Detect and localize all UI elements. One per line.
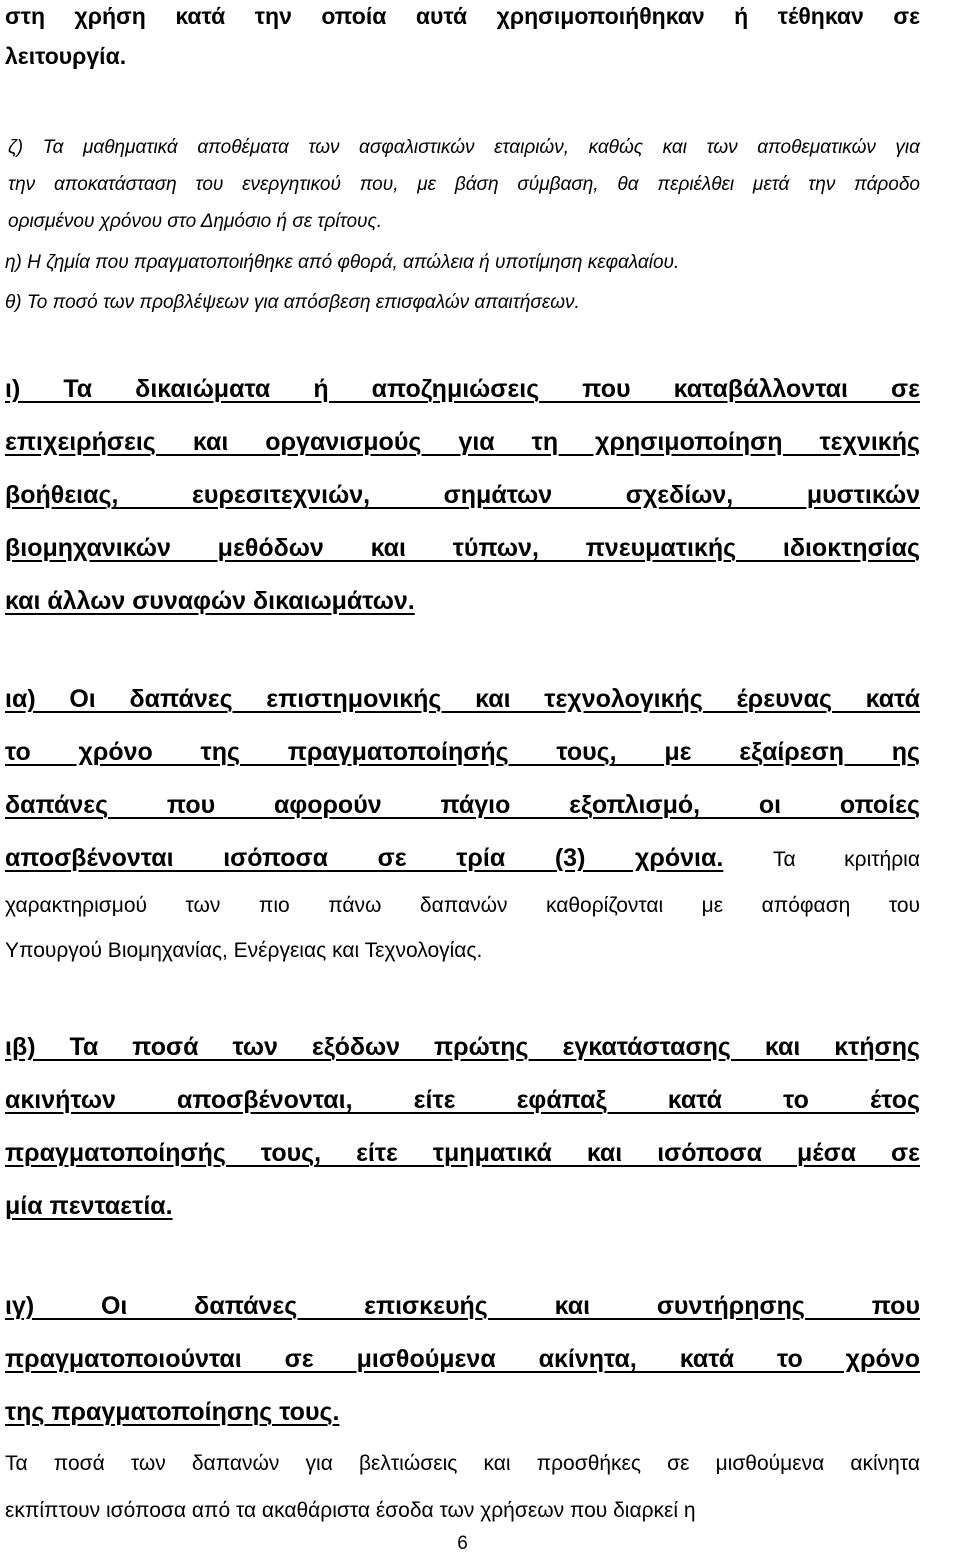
iota-gamma-line-1: ιγ) Οι δαπάνες επισκευής και συντήρησης που <box>5 1292 920 1320</box>
page-number: 6 <box>457 1533 468 1554</box>
zeta-line-2: την αποκατάσταση του ενεργητικού που, με βάση σύμβαση, θα περιέλθει μετά την πάροδο <box>8 174 920 195</box>
iota-alpha-normal-segment: Τα κριτήρια <box>772 848 920 871</box>
paragraph-iota-beta <box>5 1021 920 1233</box>
iota-alpha-bold-segment: αποσβένονται ισόποσα σε τρία (3) χρόνια. <box>5 844 724 872</box>
iota-beta-line-1: ιβ) Τα ποσά των εξόδων πρώτης εγκατάστασης και κτήσης <box>5 1033 920 1061</box>
iota-line-5: και άλλων συναφών δικαιωμάτων. <box>5 587 415 615</box>
paragraph-iota-alpha-continued <box>5 883 920 973</box>
zeta-line-3: ορισμένου χρόνου στο Δημόσιο ή σε τρίτους. <box>8 211 383 232</box>
paragraph-iota-alpha <box>5 673 920 886</box>
theta-line: θ) Το ποσό των προβλέψεων για απόσβεση επισφαλών απαιτήσεων. <box>5 292 580 313</box>
iota-alpha-line-3: δαπάνες που αφορούν πάγιο εξοπλισμό, οι οποίες <box>5 791 920 819</box>
iota-beta-line-2: ακινήτων αποσβένονται, είτε εφάπαξ κατά το έτος <box>5 1086 920 1114</box>
eta-line: η) Η ζημία που πραγματοποιήθηκε από φθορά, απώλεια ή υποτίμηση κεφαλαίου. <box>5 252 680 273</box>
iota-alpha-normal-line-2: Υπουργού Βιομηχανίας, Ενέργειας και Τεχνολογίας. <box>5 939 483 962</box>
intro-line-2: λειτουργία. <box>5 43 127 69</box>
iota-alpha-line-1: ια) Οι δαπάνες επιστημονικής και τεχνολογικής έρευνας κατά <box>5 685 920 713</box>
iota-alpha-line-4 <box>5 832 920 886</box>
paragraph-closing <box>5 1440 920 1534</box>
closing-line-1: Τα ποσά των δαπανών για βελτιώσεις και προσθήκες σε μισθούμενα ακίνητα <box>5 1452 920 1475</box>
iota-alpha-normal-line-1: χαρακτηρισμού των πιο πάνω δαπανών καθορίζονται με απόφαση του <box>5 894 920 917</box>
iota-gamma-line-2: πραγματοποιούνται σε μισθούμενα ακίνητα, κατά το χρόνο <box>5 1345 920 1373</box>
paragraph-eta <box>5 244 920 281</box>
iota-beta-line-3: πραγματοποίησής τους, είτε τμηματικά και ισόποσα μέσα σε <box>5 1139 920 1167</box>
iota-beta-line-4: μία πενταετία. <box>5 1192 173 1220</box>
intro-paragraph <box>5 0 920 76</box>
iota-gamma-line-3: της πραγματοποίησης τους. <box>5 1398 340 1426</box>
iota-line-3: βοήθειας, ευρεσιτεχνιών, σημάτων σχεδίων, μυστικών <box>5 481 920 509</box>
iota-line-2: επιχειρήσεις και οργανισμούς για τη χρησιμοποίηση τεχνικής <box>5 428 920 456</box>
paragraph-theta <box>5 284 920 321</box>
closing-line-2: εκπίπτουν ισόποσα από τα ακαθάριστα έσοδα των χρήσεων που διαρκεί η <box>5 1499 696 1522</box>
intro-line-1: στη χρήση κατά την οποία αυτά χρησιμοποιήθηκαν ή τέθηκαν σε <box>5 3 920 29</box>
iota-alpha-line-2: το χρόνο της πραγματοποίησής τους, με εξαίρεση ης <box>5 738 920 766</box>
iota-line-1: ι) Τα δικαιώματα ή αποζημιώσεις που καταβάλλονται σε <box>5 375 920 403</box>
paragraph-iota <box>5 363 920 628</box>
iota-line-4: βιομηχανικών μεθόδων και τύπων, πνευματικής ιδιοκτησίας <box>5 534 920 562</box>
zeta-line-1: ζ) Τα μαθηματικά αποθέματα των ασφαλιστικών εταιριών, καθώς και των αποθεματικών για <box>8 137 920 158</box>
paragraph-zeta <box>5 129 920 240</box>
paragraph-iota-gamma <box>5 1280 920 1439</box>
